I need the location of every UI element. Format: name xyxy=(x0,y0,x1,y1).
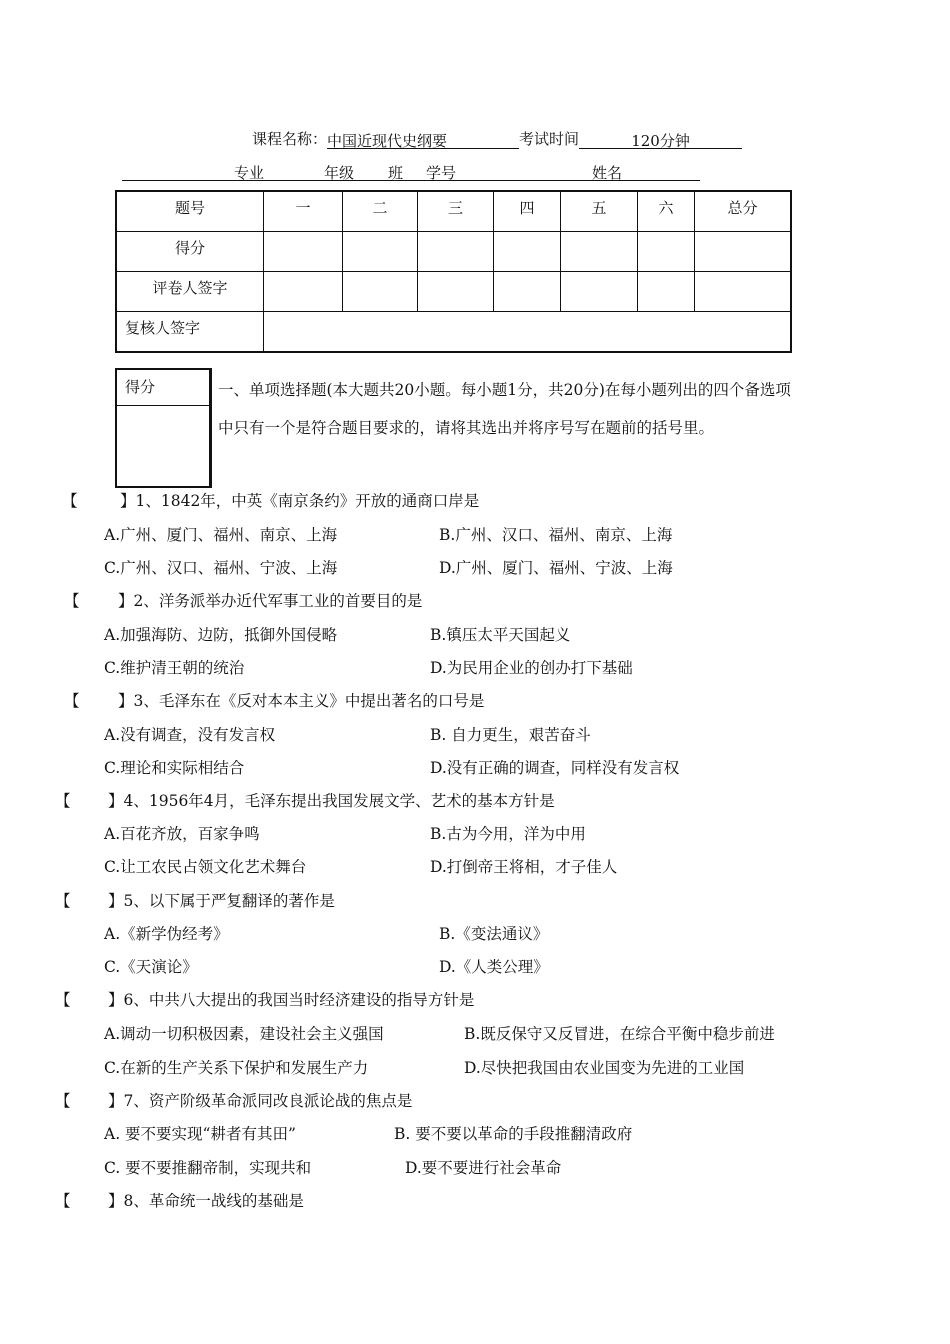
question-stem: 】7、资产阶级革命派同改良派论战的焦点是 xyxy=(108,1092,413,1110)
score-cell[interactable] xyxy=(638,232,695,272)
header-cell: 题号 xyxy=(116,191,264,232)
answer-bracket[interactable]: 【 xyxy=(55,1092,71,1110)
row-label: 复核人签字 xyxy=(116,312,264,353)
answer-bracket[interactable]: 【 xyxy=(55,792,71,810)
option-c: C.理论和实际相结合 xyxy=(104,759,245,777)
row-label: 评卷人签字 xyxy=(116,272,264,312)
reviewer-cell[interactable] xyxy=(264,312,792,353)
grader-cell[interactable] xyxy=(638,272,695,312)
score-table-header-row xyxy=(116,191,791,232)
option-b: B.《变法通议》 xyxy=(439,925,549,943)
option-d: D.要不要进行社会革命 xyxy=(405,1159,562,1177)
option-d: D.打倒帝王将相，才子佳人 xyxy=(430,858,618,876)
option-c: C.在新的生产关系下保护和发展生产力 xyxy=(104,1059,369,1077)
score-cell[interactable] xyxy=(695,232,792,272)
answer-bracket[interactable]: 【 xyxy=(64,592,80,610)
question-stem: 】2、洋务派举办近代军事工业的首要目的是 xyxy=(118,592,423,610)
question-stem: 】4、1956年4月，毛泽东提出我国发展文学、艺术的基本方针是 xyxy=(108,792,555,810)
grade-label: 年级 xyxy=(324,164,355,182)
course-label: 课程名称： xyxy=(252,130,328,148)
header-cell: 三 xyxy=(418,191,494,232)
option-b: B.古为今用，洋为中用 xyxy=(430,825,586,843)
question-stem: 】8、革命统一战线的基础是 xyxy=(108,1192,304,1210)
grader-cell[interactable] xyxy=(418,272,494,312)
grader-cell[interactable] xyxy=(494,272,561,312)
header-cell: 二 xyxy=(343,191,418,232)
question-stem: 】5、以下属于严复翻译的著作是 xyxy=(108,892,335,910)
option-b: B. 自力更生，艰苦奋斗 xyxy=(430,726,591,744)
header-cell: 六 xyxy=(638,191,695,232)
section-intro: 一、单项选择题(本大题共20小题。每小题1分，共20分)在每小题列出的四个备选项中只有一个是符合题目要求的，请将其选出并将序号写在题前的括号里。 xyxy=(218,381,791,437)
score-row xyxy=(116,232,791,272)
option-a: A. 要不要实现“耕者有其田” xyxy=(104,1125,296,1143)
option-d: D.尽快把我国由农业国变为先进的工业国 xyxy=(464,1059,745,1077)
section-score-box xyxy=(115,368,212,488)
option-a: A.百花齐放，百家争鸣 xyxy=(104,825,260,843)
header-cell: 总分 xyxy=(695,191,792,232)
student-no-label: 学号 xyxy=(426,164,457,182)
student-info-line xyxy=(122,162,700,181)
option-b: B.既反保守又反冒进，在综合平衡中稳步前进 xyxy=(464,1025,775,1043)
option-a: A.广州、厦门、福州、南京、上海 xyxy=(104,526,338,544)
score-cell[interactable] xyxy=(343,232,418,272)
score-cell[interactable] xyxy=(561,232,638,272)
grader-cell[interactable] xyxy=(343,272,418,312)
time-field: 120分钟 xyxy=(579,130,742,149)
question-stem: 】1、1842年，中英《南京条约》开放的通商口岸是 xyxy=(120,492,480,510)
answer-bracket[interactable]: 【 xyxy=(64,692,80,710)
section-score-label: 得分 xyxy=(117,370,209,406)
score-cell[interactable] xyxy=(418,232,494,272)
answer-bracket[interactable]: 【 xyxy=(55,892,71,910)
option-d: D.没有正确的调查，同样没有发言权 xyxy=(430,759,680,777)
option-b: B. 要不要以革命的手段推翻清政府 xyxy=(394,1125,633,1143)
course-line xyxy=(252,128,742,149)
grader-cell[interactable] xyxy=(264,272,343,312)
header-cell: 一 xyxy=(264,191,343,232)
major-label: 专业 xyxy=(234,164,265,182)
option-d: D.广州、厦门、福州、宁波、上海 xyxy=(439,559,673,577)
question-stem: 】6、中共八大提出的我国当时经济建设的指导方针是 xyxy=(108,991,475,1009)
option-d: D.《人类公理》 xyxy=(439,958,549,976)
course-name-field: 中国近现代史纲要 xyxy=(327,130,519,149)
reviewer-row xyxy=(116,312,791,353)
header-cell: 四 xyxy=(494,191,561,232)
option-a: A.调动一切积极因素，建设社会主义强国 xyxy=(104,1025,384,1043)
option-b: B.广州、汉口、福州、南京、上海 xyxy=(439,526,673,544)
class-label: 班 xyxy=(388,164,404,182)
grader-row xyxy=(116,272,791,312)
option-d: D.为民用企业的创办打下基础 xyxy=(430,659,633,677)
score-cell[interactable] xyxy=(264,232,343,272)
option-a: A.没有调查，没有发言权 xyxy=(104,726,276,744)
row-label: 得分 xyxy=(116,232,264,272)
option-c: C.广州、汉口、福州、宁波、上海 xyxy=(104,559,338,577)
option-c: C. 要不要推翻帝制，实现共和 xyxy=(104,1159,312,1177)
time-label: 考试时间 xyxy=(519,130,580,148)
answer-bracket[interactable]: 【 xyxy=(55,991,71,1009)
option-a: A.加强海防、边防，抵御外国侵略 xyxy=(104,626,338,644)
answer-bracket[interactable]: 【 xyxy=(62,492,78,510)
header-cell: 五 xyxy=(561,191,638,232)
grader-cell[interactable] xyxy=(695,272,792,312)
score-table xyxy=(115,190,792,353)
grader-cell[interactable] xyxy=(561,272,638,312)
option-c: C.《天演论》 xyxy=(104,958,198,976)
score-cell[interactable] xyxy=(494,232,561,272)
name-label: 姓名 xyxy=(592,164,623,182)
option-a: A.《新学伪经考》 xyxy=(104,925,229,943)
answer-bracket[interactable]: 【 xyxy=(55,1192,71,1210)
option-b: B.镇压太平天国起义 xyxy=(430,626,571,644)
option-c: C.维护清王朝的统治 xyxy=(104,659,245,677)
question-stem: 】3、毛泽东在《反对本本主义》中提出著名的口号是 xyxy=(118,692,485,710)
option-c: C.让工农民占领文化艺术舞台 xyxy=(104,858,307,876)
